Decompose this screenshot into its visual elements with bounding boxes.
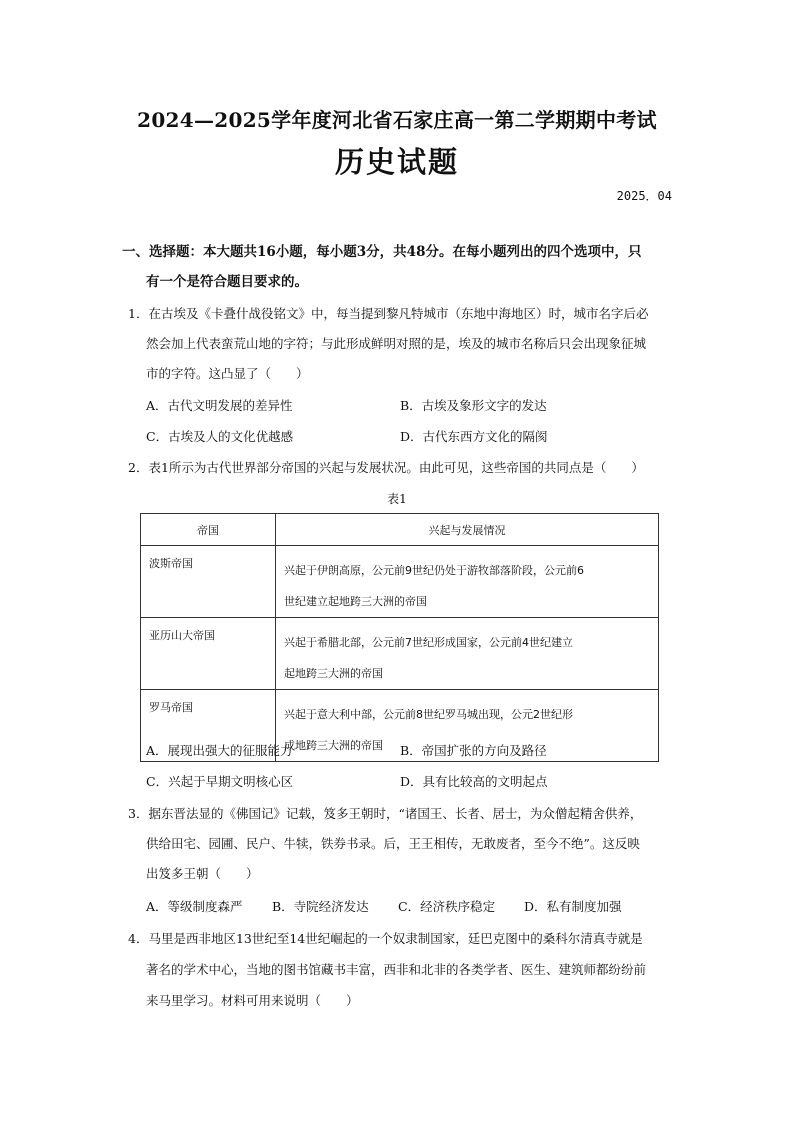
q1-option-a: A．古代文明发展的差异性 <box>146 398 293 413</box>
q4-line-3: 来马里学习。材料可用来说明（ ） <box>146 993 359 1008</box>
table-cell-empire: 波斯帝国 <box>141 546 276 618</box>
q3-line-2: 供给田宅、园圃、民户、牛犊，铁券书录。后，王王相传，无敢废者，至今不绝”。这反映 <box>146 836 640 851</box>
q2-option-b: B．帝国扩张的方向及路径 <box>400 743 547 758</box>
section-heading-cont: 有一个是符合题目要求的。 <box>146 274 308 290</box>
table-cell-empire: 罗马帝国 <box>141 690 276 762</box>
q2-option-d: D．具有比较高的文明起点 <box>400 774 548 789</box>
table-header-empire: 帝国 <box>141 514 276 546</box>
q3-option-c: C．经济秩序稳定 <box>398 899 496 914</box>
description-line: 成地跨三大洲的帝国 <box>284 739 383 752</box>
q1-line-2: 然会加上代表蛮荒山地的字符；与此形成鲜明对照的是，埃及的城市名称后只会出现象征城 <box>146 336 647 351</box>
exam-date: 2025．04 <box>616 189 672 203</box>
description-line: 兴起于意大利中部，公元前8世纪罗马城出现，公元2世纪形 <box>284 708 573 721</box>
q1-line-3: 市的字符。这凸显了（ ） <box>146 366 309 381</box>
q3-option-b: B．寺院经济发达 <box>272 899 369 914</box>
q3-line-1: 3．据东晋法显的《佛国记》记载，笈多王朝时，“诸国王、长者、居士，为众僧起精舍供养， <box>128 806 643 821</box>
table-row <box>141 546 659 618</box>
exam-title: 2024—2025学年度河北省石家庄高一第二学期期中考试 <box>137 108 657 132</box>
q3-option-d: D．私有制度加强 <box>524 899 622 914</box>
table-row <box>141 618 659 690</box>
q4-line-1: 4．马里是西非地区13世纪至14世纪崛起的一个奴隶制国家，廷巴克图中的桑科尔清真寺就是 <box>128 931 643 946</box>
q2-option-c: C．兴起于早期文明核心区 <box>146 774 294 789</box>
q1-option-b: B．古埃及象形文字的发达 <box>400 398 547 413</box>
q1-option-c: C．古埃及人的文化优越感 <box>146 429 294 444</box>
q3-line-3: 出笈多王朝（ ） <box>146 866 259 881</box>
q1-option-d: D．古代东西方文化的隔阂 <box>400 429 548 444</box>
description-line: 世纪建立起地跨三大洲的帝国 <box>284 595 427 608</box>
description-line: 兴起于希腊北部，公元前7世纪形成国家，公元前4世纪建立 <box>284 636 573 649</box>
q4-line-2: 著名的学术中心，当地的图书馆藏书丰富，西非和北非的各类学者、医生、建筑师都纷纷前 <box>146 962 647 977</box>
table-header-row <box>141 514 659 546</box>
q2-line: 2．表1所示为古代世界部分帝国的兴起与发展状况。由此可见，这些帝国的共同点是（ ） <box>128 460 644 475</box>
section-heading: 一、选择题：本大题共16小题，每小题3分，共48分。在每小题列出的四个选项中，只 <box>122 244 642 260</box>
description-line: 起地跨三大洲的帝国 <box>284 667 383 680</box>
q2-option-a: A．展现出强大的征服能力 <box>146 743 293 758</box>
q1-line-1: 1．在古埃及《卡叠什战役铭文》中，每当提到黎凡特城市（东地中海地区）时，城市名字后必 <box>128 306 649 321</box>
description-line: 兴起于伊朗高原，公元前9世纪仍处于游牧部落阶段，公元前6 <box>284 564 584 577</box>
table-caption: 表1 <box>387 492 407 506</box>
subject-title: 历史试题 <box>334 145 459 179</box>
empire-table <box>140 513 659 762</box>
table-cell-empire: 亚历山大帝国 <box>141 618 276 690</box>
table-cell-description <box>276 618 659 690</box>
q3-option-a: A．等级制度森严 <box>146 899 243 914</box>
table-header-development: 兴起与发展情况 <box>276 514 659 546</box>
table-cell-description <box>276 546 659 618</box>
